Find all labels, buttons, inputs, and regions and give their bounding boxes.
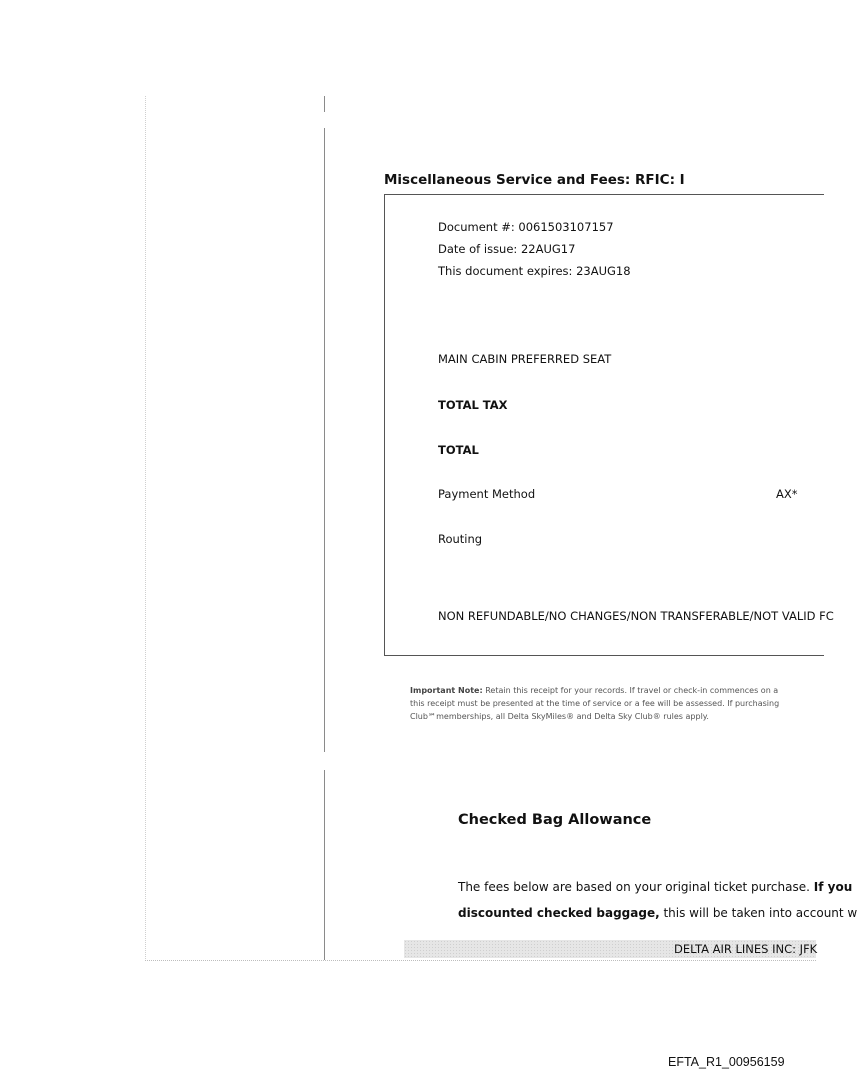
date-of-issue: Date of issue: 22AUG17 xyxy=(438,242,576,256)
routing-label: Routing xyxy=(438,532,483,546)
service-description: MAIN CABIN PREFERRED SEAT xyxy=(438,352,612,366)
payment-method-label: Payment Method xyxy=(438,487,536,501)
checked-bag-text-1-bold: If you xyxy=(813,880,853,894)
left-gutter-border xyxy=(145,96,146,961)
checked-bag-text-2-bold: discounted checked baggage, xyxy=(458,906,660,920)
important-note-label: Important Note: xyxy=(410,686,483,695)
column-divider-top xyxy=(324,96,325,112)
footer-carrier-text: DELTA AIR LINES INC: JFK xyxy=(674,942,818,956)
checked-bag-text-1-plain: The fees below are based on your original ticket purchase. xyxy=(458,880,814,894)
checked-bag-text-line-2 xyxy=(458,906,857,920)
document-expiry: This document expires: 23AUG18 xyxy=(438,264,631,278)
total-label: TOTAL xyxy=(438,443,479,457)
restrictions-text: NON REFUNDABLE/NO CHANGES/NON TRANSFERABLE/NOT VALID FC xyxy=(438,609,834,623)
payment-method-value: AX* xyxy=(776,487,798,501)
checked-bag-title: Checked Bag Allowance xyxy=(458,812,652,828)
important-note-line-3: Club℠memberships, all Delta SkyMiles® and Delta Sky Club® rules apply. xyxy=(410,712,709,721)
column-divider-bottom xyxy=(324,770,325,960)
page-identifier: EFTA_R1_00956159 xyxy=(668,1055,785,1069)
total-tax-label: TOTAL TAX xyxy=(438,398,508,412)
important-note xyxy=(410,684,850,723)
important-note-line-1: Retain this receipt for your records. If travel or check-in commences on a xyxy=(485,686,779,695)
document-number: Document #: 0061503107157 xyxy=(438,220,614,234)
important-note-line-2: this receipt must be presented at the time of service or a fee will be assessed. If purchasing xyxy=(410,699,780,708)
checked-bag-text-line-1 xyxy=(458,880,852,894)
checked-bag-text-2-plain: this will be taken into account w xyxy=(659,906,857,920)
section-title: Miscellaneous Service and Fees: RFIC: I xyxy=(384,172,685,188)
page-bottom-rule xyxy=(145,960,816,961)
column-divider-main xyxy=(324,128,325,752)
